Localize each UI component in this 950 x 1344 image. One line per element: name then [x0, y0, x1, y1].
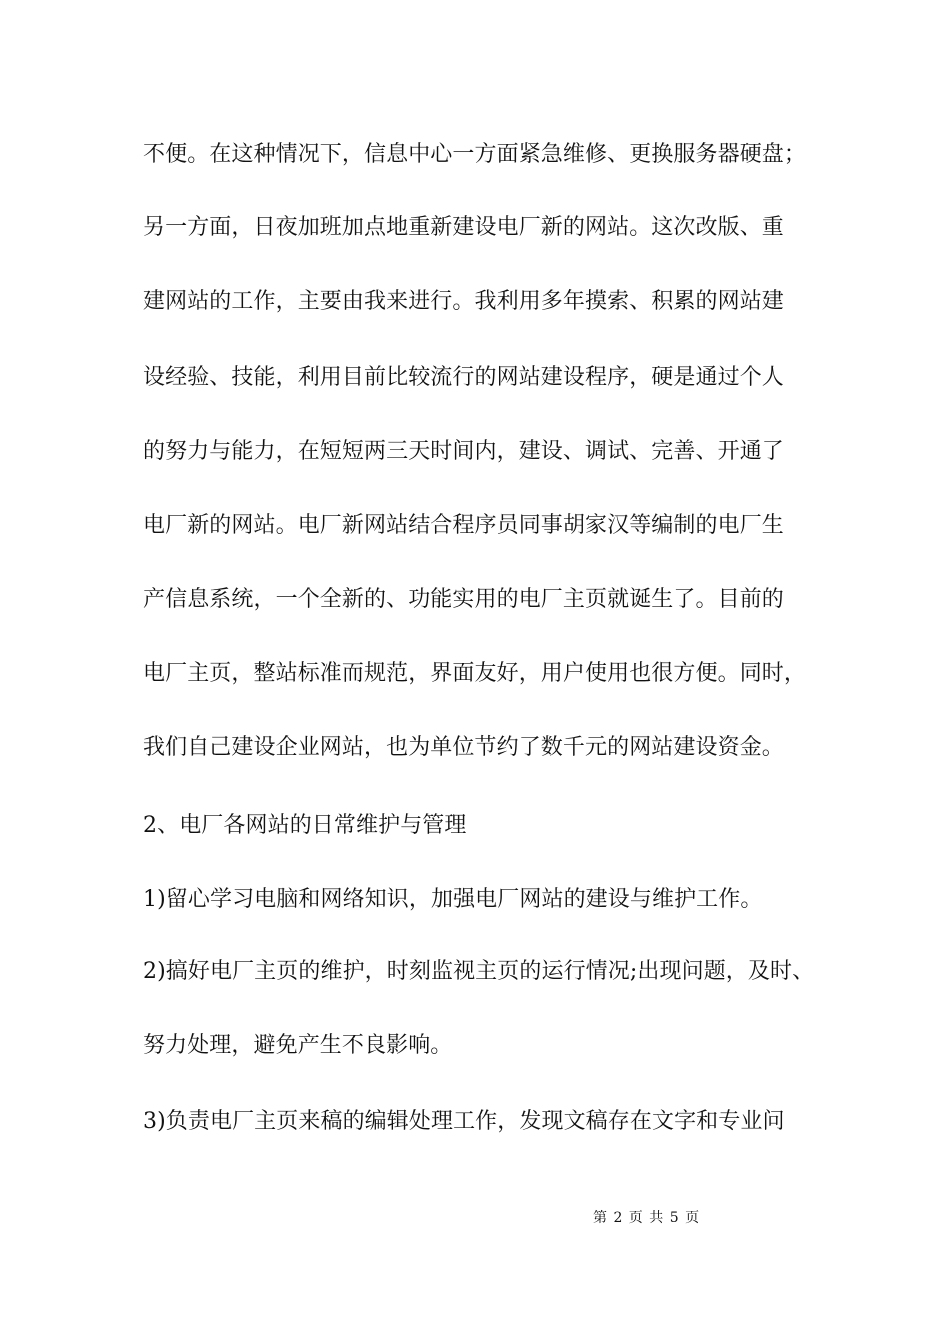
paragraph-line: 另一方面，日夜加班加点地重新建设电厂新的网站。这次改版、重 [143, 215, 784, 240]
list-item: 3)负责电厂主页来稿的编辑处理工作，发现文稿存在文字和专业问 [143, 1109, 785, 1134]
paragraph-line: 我们自己建设企业网站，也为单位节约了数千元的网站建设资金。 [143, 735, 784, 760]
list-item: 2)搞好电厂主页的维护，时刻监视主页的运行情况;出现问题，及时、 [143, 959, 815, 984]
paragraph-line: 不便。在这种情况下，信息中心一方面紧急维修、更换服务器硬盘； [143, 142, 807, 167]
list-item: 1)留心学习电脑和网络知识，加强电厂网站的建设与维护工作。 [143, 887, 763, 912]
section-heading: 2、电厂各网站的日常维护与管理 [143, 813, 467, 838]
paragraph-line: 的努力与能力，在短短两三天时间内，建设、调试、完善、开通了 [143, 439, 784, 464]
paragraph-line: 设经验、技能，利用目前比较流行的网站建设程序，硬是通过个人 [143, 365, 784, 390]
paragraph-line: 电厂新的网站。电厂新网站结合程序员同事胡家汉等编制的电厂生 [143, 513, 784, 538]
paragraph-line: 建网站的工作，主要由我来进行。我利用多年摸索、积累的网站建 [143, 289, 784, 314]
page-number-footer: 第 2 页 共 5 页 [593, 1210, 701, 1226]
list-item-continuation: 努力处理，避免产生不良影响。 [143, 1033, 453, 1058]
paragraph-line: 电厂主页，整站标准而规范，界面友好，用户使用也很方便。同时， [143, 661, 807, 686]
paragraph-line: 产信息系统，一个全新的、功能实用的电厂主页就诞生了。目前的 [143, 587, 784, 612]
